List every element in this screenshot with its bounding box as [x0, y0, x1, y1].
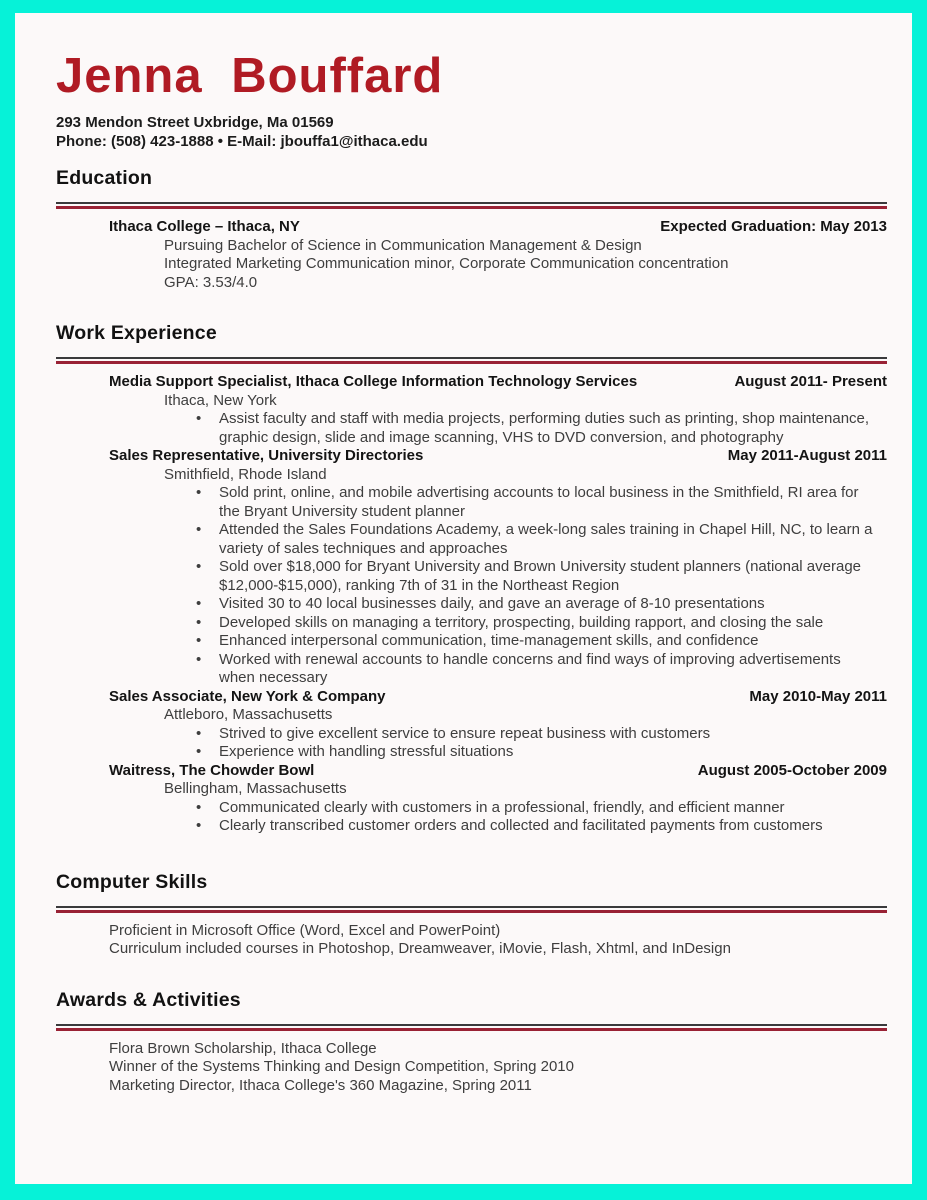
job-location: Ithaca, New York	[164, 391, 277, 409]
section-divider	[56, 357, 887, 364]
awards-heading: Awards & Activities	[56, 988, 241, 1011]
award-line: Winner of the Systems Thinking and Design Competition, Spring 2010	[109, 1058, 574, 1076]
job-bullet-list	[56, 410, 887, 447]
job-bullet-list	[56, 484, 887, 688]
job-entry	[56, 447, 887, 688]
job-location: Smithfield, Rhode Island	[164, 465, 327, 483]
section-education	[56, 167, 887, 292]
job-entry	[56, 688, 887, 762]
education-detail: Pursuing Bachelor of Science in Communication Management & Design	[164, 236, 642, 254]
job-location: Bellingham, Massachusetts	[164, 780, 347, 798]
job-title: Sales Representative, University Directories	[109, 447, 424, 465]
job-bullet: • Clearly transcribed customer orders and collected and facilitated payments from customers	[56, 817, 887, 836]
job-bullet: • Experience with handling stressful situations	[56, 743, 887, 762]
award-line: Marketing Director, Ithaca College's 360 Magazine, Spring 2011	[109, 1076, 532, 1094]
job-bullet: • Communicated clearly with customers in a professional, friendly, and efficient manner	[56, 799, 887, 818]
job-bullet: • Visited 30 to 40 local businesses daily, and gave an average of 8-10 presentations	[56, 595, 887, 614]
work-experience-heading: Work Experience	[56, 322, 217, 345]
job-bullet: • Developed skills on managing a territory, prospecting, building rapport, and closing the sale	[56, 614, 887, 633]
job-dates: May 2010-May 2011	[749, 687, 887, 705]
job-bullet-list	[56, 725, 887, 762]
section-work-experience	[56, 322, 887, 836]
job-bullet-list	[56, 799, 887, 836]
job-entry	[56, 762, 887, 836]
job-location: Attleboro, Massachusetts	[164, 706, 333, 724]
phone-email-line: Phone: (508) 423-1888 • E-Mail: jbouffa1@ithaca.edu	[56, 132, 428, 150]
award-line: Flora Brown Scholarship, Ithaca College	[109, 1039, 377, 1057]
section-divider	[56, 1024, 887, 1031]
job-bullet: • Enhanced interpersonal communication, time-management skills, and confidence	[56, 632, 887, 651]
section-divider	[56, 202, 887, 209]
job-entry	[56, 373, 887, 447]
job-title: Media Support Specialist, Ithaca College Information Technology Services	[109, 373, 638, 391]
job-dates: May 2011-August 2011	[727, 447, 887, 465]
job-bullet: • Assist faculty and staff with media projects, performing duties such as printing, shop maintenance, graphic design, slide and image scanning, VHS to DVD conversion, and photography	[56, 410, 887, 447]
resume-page	[15, 13, 912, 1184]
education-heading: Education	[56, 167, 153, 190]
job-bullet: • Worked with renewal accounts to handle concerns and find ways of improving advertisements when necessary	[56, 651, 887, 688]
section-awards-activities	[56, 989, 887, 1096]
job-bullet: • Attended the Sales Foundations Academy, a week-long sales training in Chapel Hill, NC, to learn a variety of sales techniques and approaches	[56, 521, 887, 558]
contact-block	[56, 114, 887, 151]
resume-header	[56, 51, 887, 151]
job-title-row	[56, 373, 887, 392]
computer-skill-line: Proficient in Microsoft Office (Word, Excel and PowerPoint)	[109, 921, 501, 939]
job-dates: August 2011- Present	[734, 373, 887, 391]
candidate-name: Jenna Bouffard	[56, 49, 444, 103]
computer-skill-line: Curriculum included courses in Photoshop, Dreamweaver, iMovie, Flash, Xhtml, and InDesign	[109, 940, 731, 958]
job-bullet: • Sold print, online, and mobile advertising accounts to local business in the Smithfield, RI area for the Bryant University student planner	[56, 484, 887, 521]
computer-skills-heading: Computer Skills	[56, 870, 208, 893]
job-bullet: • Sold over $18,000 for Bryant University and Brown University student planners (national average $12,000-$15,000), ranking 7th of 31 in the Northeast Region	[56, 558, 887, 595]
address-line: 293 Mendon Street Uxbridge, Ma 01569	[56, 114, 334, 132]
job-dates: August 2005-October 2009	[697, 761, 887, 779]
section-computer-skills	[56, 871, 887, 959]
graduation-date: Expected Graduation: May 2013	[660, 218, 887, 236]
education-entry-head	[56, 218, 887, 237]
school-name: Ithaca College – Ithaca, NY	[109, 218, 300, 236]
job-title: Waitress, The Chowder Bowl	[109, 761, 315, 779]
education-detail: GPA: 3.53/4.0	[164, 273, 258, 291]
job-bullet: • Strived to give excellent service to ensure repeat business with customers	[56, 725, 887, 744]
section-divider	[56, 906, 887, 913]
job-title-row	[56, 447, 887, 466]
job-title-row	[56, 762, 887, 781]
job-title-row	[56, 688, 887, 707]
job-title: Sales Associate, New York & Company	[109, 687, 386, 705]
education-detail: Integrated Marketing Communication minor, Corporate Communication concentration	[164, 255, 729, 273]
